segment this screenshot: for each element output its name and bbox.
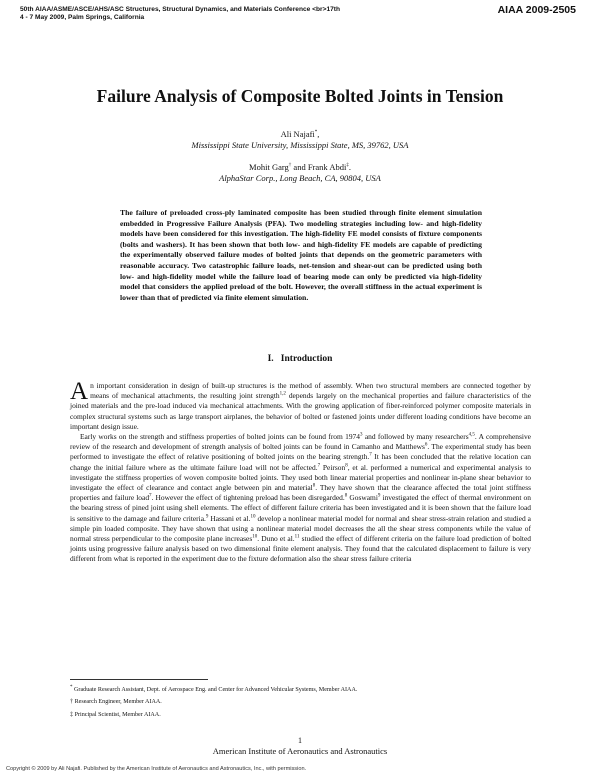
- introduction-body: [70, 378, 532, 565]
- paragraph-text: Goswami: [347, 493, 378, 503]
- citation-superscript: 7: [369, 452, 372, 458]
- footnote-mark: †: [70, 699, 74, 705]
- citation-superscript: 6: [424, 442, 428, 448]
- abstract: The failure of preloaded cross-ply laminated composite has been studied through finite element simulation embedded in Progressive Failure Analysis (PFA). Two modeling strategies including low- and high-fidelity models have been considered for this investigation. The high-fidelity FE model consists of fixture components (bolts and washers). It has been shown that both low- and high-fidelity FE models are capable of predicting the experimentally observed failure modes of bolted joints that depends on the geometric parameters with reasonable accuracy. Two catastrophic failure loads, net-tension and shear-out can be predicted using both low- and high-fidelity model while the failure load of bearing mode can only be predicted via high-fidelity model that considers the applied preload of the bolt. However, the overall stiffness in the actual experiment is lower than that of predicted via finite element simulation.: [120, 208, 482, 302]
- conference-line-2: 4 - 7 May 2009, Palm Springs, California: [20, 14, 145, 22]
- paragraph-text: . The experimental study has been performed to investigate the effect of relative positioning of bolted joints on the bearing strength.: [70, 442, 531, 462]
- citation-superscript: 7: [317, 463, 321, 469]
- author-trail: ,: [317, 129, 320, 139]
- footnote-mark: ‡: [70, 712, 74, 718]
- paragraph-text: Peirson: [320, 462, 346, 472]
- footnote-text: Graduate Research Assistant, Dept. of Aerospace Eng. and Center for Advanced Vehicular Systems, Member AIAA.: [74, 687, 358, 693]
- footnote-text: Research Engineer, Member AIAA.: [74, 699, 162, 705]
- citation-superscript: 11: [294, 534, 300, 540]
- publisher-line: American Institute of Aeronautics and Astronautics: [212, 746, 388, 756]
- copyright-notice: Copyright © 2009 by Ali Najafi. Published by the American Institute of Aeronautics and Astronautics, Inc., with permission.: [6, 766, 307, 772]
- paragraph-text: studied the effect of different criteria on the failure load prediction of bolted joints using progressive failure analysis based on two dimensional finite element analysis. They found that the calculated displacement to failure is very different from what is reported in the experiment due to the fixture deformation also the shear stress failure criteria: [70, 534, 531, 564]
- intro-paragraph: [70, 432, 531, 565]
- paragraph-text: n important consideration in design of built-up structures is the method of assembly. When two structural members are connected together by means of mechanical attachments, the resulting joint strength: [90, 381, 531, 401]
- footnote-text: Principal Scientist, Member AIAA.: [74, 712, 161, 718]
- citation-superscript: 8: [344, 493, 348, 499]
- citation-superscript: 10: [250, 514, 256, 520]
- paragraph-text: Hassani et al.: [208, 513, 251, 523]
- author-line-2: [0, 162, 600, 173]
- footnote: [70, 711, 161, 719]
- citation-superscript: 7: [149, 493, 152, 499]
- paragraph-text: . However the effect of tightening preload has been disregarded.: [151, 493, 345, 503]
- author-mark: ‡: [346, 163, 349, 169]
- author-name: Mohit Garg: [249, 162, 289, 172]
- paragraph-text: develop a nonlinear material model for normal and shear stress-strain relation and studied a simple pin loaded composite. They have shown that using a nonlinear material model decreases the all the shear stress components while the value of normal stress perpendicular to the composite plane increases: [70, 513, 531, 544]
- paragraph-text: investigated the effect of thermal environment on the bearing stress of pined joint using shell elements. The effect of different failure criteria has been investigated and it is been shown that the failure load is sensitive to the damage and failure criteria.: [70, 493, 531, 523]
- citation-superscript: 9: [377, 493, 381, 499]
- author-mark: *: [314, 130, 318, 136]
- author-name: Ali Najafi: [280, 129, 315, 139]
- paragraph-text: . A comprehensive review of the research and development of strength analysis of bolted joints can be found in Camanho and Matthews: [70, 432, 531, 452]
- paragraph-text: depends largely on the mechanical properties and failure characteristics of the joined materials and the pre-load induced via mechanical attachments. With the growing application of fiber-reinforced polymer composite materials in complex structural systems such as large transport airplanes, the behavior of bolted or fastened joints under different loading conditions have become an important design issue.: [70, 391, 531, 431]
- author-separator: and: [291, 162, 308, 172]
- paragraph-text: . Duno et al.: [257, 534, 295, 544]
- citation-superscript: 3: [360, 432, 363, 438]
- paragraph-text: Early works on the strength and stiffness properties of bolted joints can be found from 1974: [80, 432, 360, 442]
- conference-line-1: 50th AIAA/ASME/ASCE/AHS/ASC Structures, Structural Dynamics, and Materials Conference <br>17th: [20, 6, 341, 13]
- citation-superscript: 8: [345, 463, 348, 469]
- citation-superscript: 8: [312, 483, 316, 489]
- section-heading: I. Introduction: [267, 354, 333, 364]
- drop-cap: A: [70, 378, 89, 405]
- paragraph-text: . They have shown that the clearance affected the total joint stiffness properties and failure load: [70, 483, 531, 503]
- author-line-1: [0, 129, 600, 140]
- footnote-rule: [70, 679, 208, 680]
- paper-id: AIAA 2009-2505: [497, 4, 576, 16]
- paper-title: Failure Analysis of Composite Bolted Joints in Tension: [96, 86, 504, 106]
- citation-superscript: 10: [252, 534, 258, 540]
- citation-superscript: 1,2: [279, 391, 286, 397]
- paragraph-text: , et al. performed a numerical and experimental analysis to investigate the stiffness properties of woven composite bolted joints. They used both linear material properties and nonlinear in-plane shear behavior to investigate the effect of clearance and contact angle between pin and material: [70, 462, 532, 493]
- footnote: [70, 686, 357, 694]
- paragraph-text: and followed by many researchers: [362, 432, 469, 442]
- affiliation-2: AlphaStar Corp., Long Beach, CA, 90804, USA: [219, 173, 381, 183]
- affiliation-1: Mississippi State University, Mississippi State, MS, 39762, USA: [191, 140, 409, 150]
- conference-header: [20, 6, 440, 23]
- paragraph-text: It has been concluded that the relative location can change the initial failure where as the ultimate failure load will not be affected.: [70, 452, 531, 472]
- footnote-mark: *: [70, 684, 73, 690]
- intro-paragraph: [70, 378, 531, 432]
- page-number: 1: [298, 736, 302, 745]
- author-name: Frank Abdi: [307, 162, 347, 172]
- footnote: [70, 698, 162, 706]
- citation-superscript: 4,5: [468, 432, 475, 438]
- citation-superscript: 9: [205, 514, 209, 520]
- author-mark: †: [288, 163, 292, 169]
- author-trail: .: [348, 162, 351, 172]
